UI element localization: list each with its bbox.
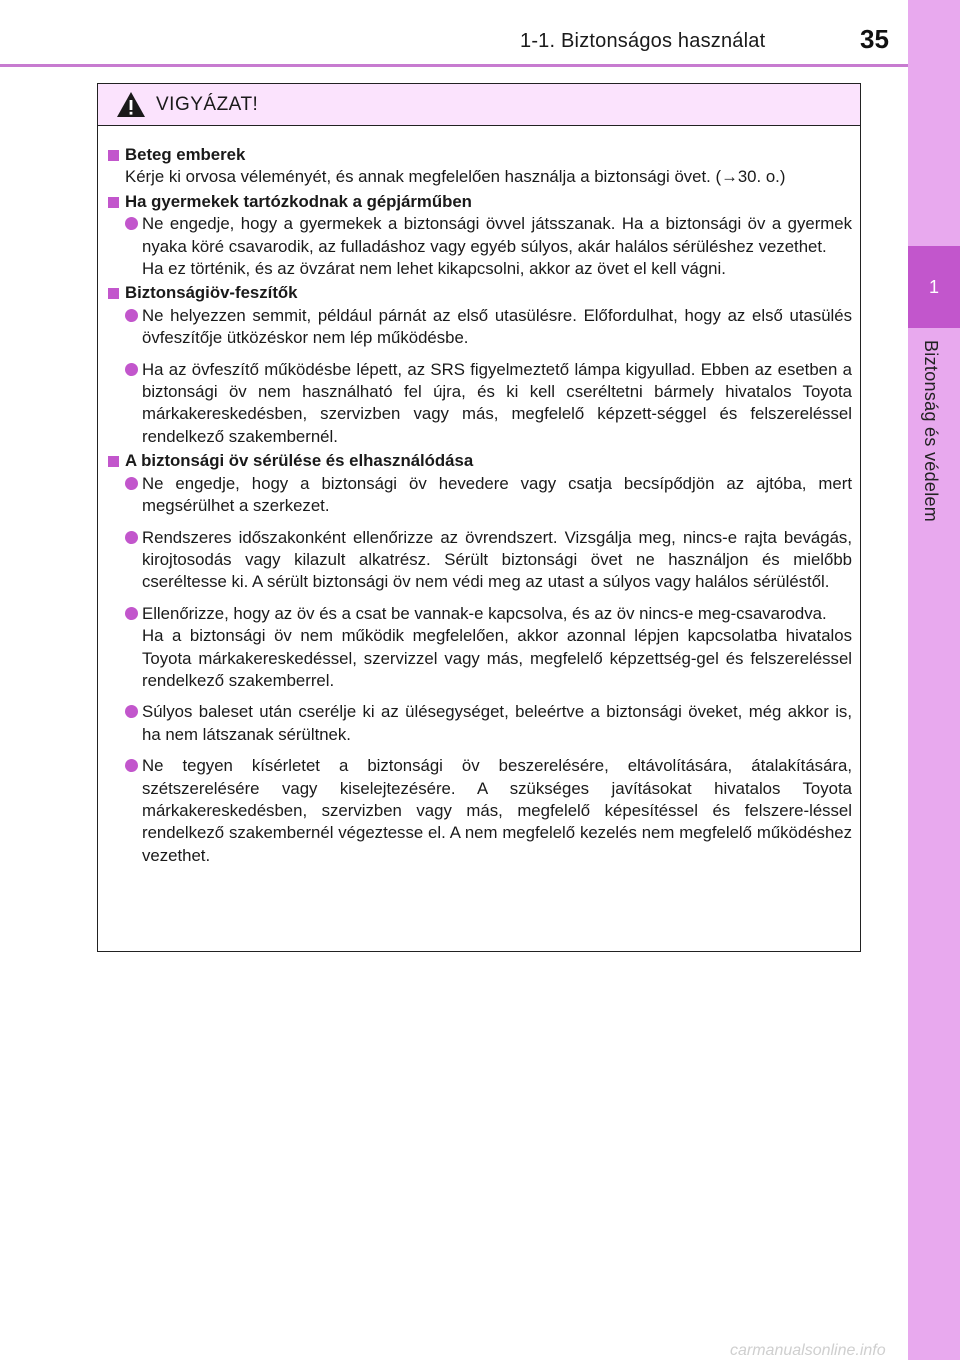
section-heading (108, 191, 852, 213)
circle-bullet-icon (125, 217, 138, 230)
circle-bullet-icon (125, 531, 138, 544)
circle-bullet-icon (125, 607, 138, 620)
side-tab (908, 0, 960, 1360)
warning-body (98, 126, 860, 867)
square-bullet-icon (108, 150, 119, 161)
paragraph: Ha ez történik, és az övzárat nem lehet kikapcsolni, akkor az övet el kell vágni. (142, 259, 726, 279)
bullet-item (108, 359, 852, 449)
section-heading-text: A biztonsági öv sérülése és elhasználódása (125, 451, 474, 471)
bullet-text (142, 527, 852, 594)
square-bullet-icon (108, 197, 119, 208)
circle-bullet-icon (125, 705, 138, 718)
section-heading-text: Ha gyermekek tartózkodnak a gépjárműben (125, 191, 472, 211)
warning-section (108, 282, 852, 448)
paragraph: Ha az övfeszítő működésbe lépett, az SRS figyelmeztető lámpa kigyullad. Ebben az esetben a biztonsági öv nem használható fel újra, és ki kell cseréltetni bármely hivatalos Toyota márkakereskedésben, szervizben vagy más, megfelelő képzett-séggel és felszereléssel rendelkező szakembernél. (142, 359, 852, 446)
bullet-item (108, 701, 852, 746)
bullet-item (108, 755, 852, 867)
page-header-title: 1-1. Biztonságos használat (520, 30, 766, 52)
warning-header (98, 84, 860, 126)
square-bullet-icon (108, 456, 119, 467)
bullet-item (108, 213, 852, 280)
bullet-text (142, 213, 852, 280)
bullet-item (108, 527, 852, 594)
section-heading (108, 282, 852, 304)
warning-title: VIGYÁZAT! (156, 93, 259, 115)
paragraph: Ha a biztonsági öv nem működik megfelelően, akkor azonnal lépjen kapcsolatba hivatalos Toyota márkakereskedéssel, szervizzel vagy más, megfelelő képzettség-gel és felszereléssel rendelkező szakemberrel. (142, 626, 852, 690)
section-heading-text: Biztonságiöv-feszítők (125, 283, 298, 303)
paragraph: Súlyos baleset után cserélje ki az ülésegységet, beleértve a biztonsági öveket, még akkor is, ha nem látszanak sérültnek. (142, 702, 852, 744)
side-tab-chapter-number: 1 (908, 246, 960, 328)
paragraph: Rendszeres időszakonként ellenőrizze az övrendszert. Vizsgálja meg, nincs-e rajta bevágás, kirojtosodás vagy kilazult alkatrész. Sérült biztonsági övet ne használjon és mielőbb cseréltesse ki. A sérült biztonsági öv nem védi meg az utast a súlyos vagy halálos sérüléstől. (142, 527, 852, 592)
section-heading-text: Beteg emberek (125, 145, 246, 164)
bullet-text (142, 305, 852, 350)
paragraph: Ellenőrizze, hogy az öv és a csat be vannak-e kapcsolva, és az öv nincs-e meg-csavarodva. (142, 603, 827, 623)
warning-section (108, 450, 852, 867)
warning-section (108, 144, 852, 189)
paragraph: Ne tegyen kísérletet a biztonsági öv beszerelésére, eltávolítására, átalakítására, szétszerelésére vagy kiselejtezésére. A szükséges javításokat hivatalos Toyota márkakereskedésben, szervizben vagy más, megfelelő képesítéssel és felszere-léssel rendelkező szakembernél végeztesse el. A nem megfelelő kezelés nem megfelelő működéshez vezethet. (142, 756, 852, 865)
bullet-text (142, 473, 852, 518)
bullet-text (142, 603, 852, 693)
paragraph: Ne engedje, hogy a biztonsági öv hevedere vagy csatja becsípődjön az ajtóba, mert megsérülhet a szerkezet. (142, 473, 852, 516)
bullet-text (142, 359, 852, 449)
bullet-text (142, 755, 852, 867)
circle-bullet-icon (125, 759, 138, 772)
paragraph: Ne helyezzen semmit, például párnát az első utasülésre. Előfordulhat, hogy az első utasülés övfeszítője ütközéskor nem lép működésbe. (142, 305, 852, 348)
bullet-item (108, 603, 852, 693)
footer-watermark: carmanualsonline.info (730, 1342, 886, 1359)
circle-bullet-icon (125, 309, 138, 322)
square-bullet-icon (108, 288, 119, 299)
warning-section (108, 191, 852, 281)
section-heading (108, 144, 852, 166)
bullet-text (142, 701, 852, 746)
header-divider (0, 64, 908, 67)
paragraph: Kérje ki orvosa véleményét, és annak megfelelően használja a biztonsági övet. (→30. o.) (125, 167, 786, 187)
paragraph: Ne engedje, hogy a gyermekek a biztonsági övvel játsszanak. Ha a biztonsági öv a gyermek nyaka köré csavarodik, az fulladáshoz vagy egyéb súlyos, akár halálos sérüléshez vezethet. (142, 214, 852, 256)
bullet-item (108, 473, 852, 518)
section-heading (108, 450, 852, 472)
page-number: 35 (860, 24, 889, 54)
circle-bullet-icon (125, 363, 138, 376)
section-text (108, 166, 852, 188)
side-tab-chapter-label: Biztonság és védelem (921, 340, 941, 523)
warning-box (97, 83, 861, 952)
circle-bullet-icon (125, 477, 138, 490)
bullet-item (108, 305, 852, 350)
warning-triangle-icon (116, 91, 146, 118)
